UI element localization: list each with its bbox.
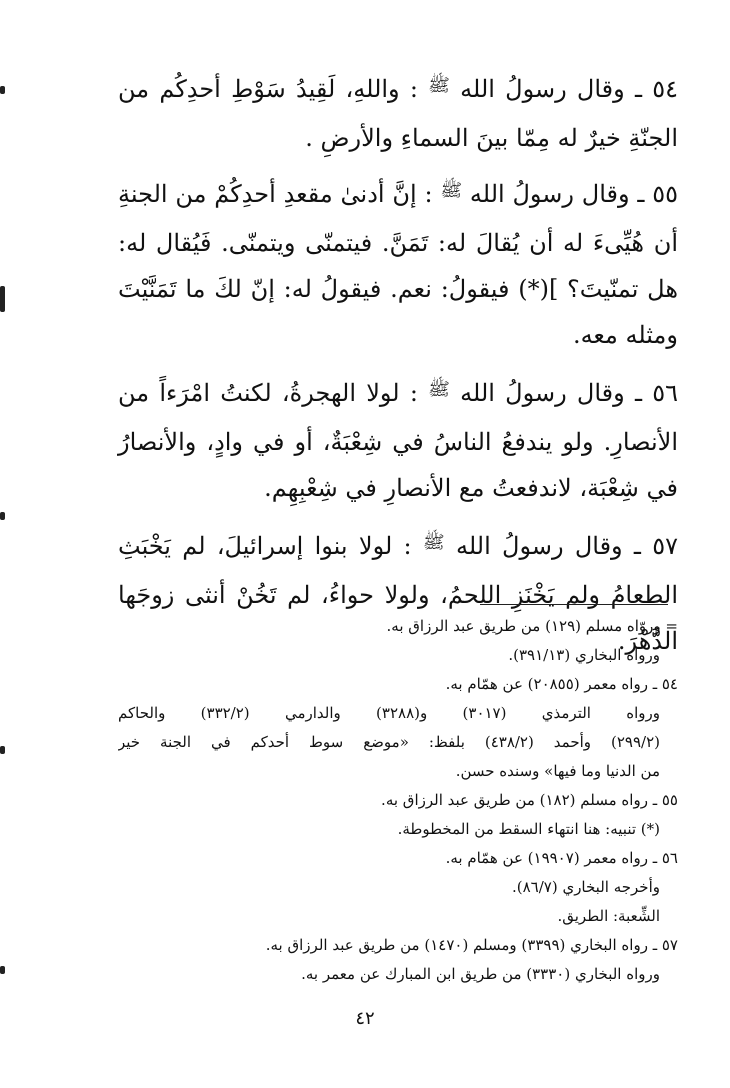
footnote-line: (*) تنبيه: هنا انتهاء السقط من المخطوطة.: [397, 820, 660, 838]
footnote-line: ورواه البخاري (٣٩١/١٣).: [508, 646, 660, 664]
salawat-glyph: ﷺ: [422, 532, 445, 553]
edge-mark: [0, 86, 5, 94]
hadith-56-intro: ٥٦ ـ وقال رسولُ الله: [449, 379, 678, 407]
edge-mark: [0, 966, 5, 974]
edge-mark: [0, 286, 5, 312]
footnote-line: ٥٤ ـ رواه معمر (٢٠٨٥٥) عن همّام به.: [445, 675, 678, 693]
hadith-55-intro: ٥٥ ـ وقال رسولُ الله: [462, 180, 678, 208]
hadith-57-text: : لولا بنوا إسرائيلَ، لم يَخْبَثِ الطعامُ ولم يَخْنَزِ اللحمُ، ولولا حواءُ، لم تَخُنْ أنثى زوجَها الدَّهْرَ.: [118, 532, 678, 655]
hadith-56-text: : لولا الهجرةُ، لكنتُ امْرَءاً من الأنصارِ. ولو يندفعُ الناسُ في شِعْبَةٌ، أو في وادٍ، والأنصارُ في شِعْبَة، لاندفعتُ مع الأنصارِ في شِعْبِهِم.: [118, 379, 678, 502]
hadith-55: [118, 171, 678, 358]
footnote-line: ٥٥ ـ رواه مسلم (١٨٢) من طريق عبد الرزاق به.: [381, 791, 678, 809]
hadith-54-intro: ٥٤ ـ وقال رسولُ الله: [449, 75, 678, 103]
edge-mark: [0, 512, 5, 520]
hadith-55-text: : إنَّ أدنىٰ مقعدِ أحدِكُمْ من الجنةِ أن هُيِّىءَ له أن يُقالَ له: تَمَنَّ. فيتمنّى ويتمنّى. فَيُقال له: هل تمنّيتَ؟ ](*) فيقولُ: نعم. فيقولُ له: إنّ لكَ ما تَمَنَّيْتَ ومثله معه.: [118, 180, 678, 349]
page-number: ٤٢: [355, 1008, 375, 1029]
footnote-separator: [480, 604, 668, 605]
hadith-56: [118, 370, 678, 511]
hadith-54-text: : واللهِ، لَقِيدُ سَوْطِ أحدِكُم من الجنّةِ خيرٌ له مِمّا بينَ السماءِ والأرضِ .: [118, 75, 678, 152]
hadith-54: [118, 66, 678, 161]
footnote-line: وأخرجه البخاري (٨٦/٧).: [511, 878, 660, 896]
footnote-line: (٢٩٩/٢) وأحمد (٤٣٨/٢) بلفظ: «موضع سوط أحدكم في الجنة خير: [118, 733, 660, 751]
footnote-line: من الدنيا وما فيها» وسنده حسن.: [455, 762, 660, 780]
footnote-line: ٥٧ ـ رواه البخاري (٣٣٩٩) ومسلم (١٤٧٠) من طريق عبد الرزاق به.: [265, 936, 678, 954]
footnotes: [118, 612, 678, 989]
footnote-line: ٥٦ ـ رواه معمر (١٩٩٠٧) عن همّام به.: [445, 849, 678, 867]
hadith-57-intro: ٥٧ ـ وقال رسولُ الله: [444, 532, 678, 560]
salawat-glyph: ﷺ: [428, 75, 450, 96]
salawat-glyph: ﷺ: [440, 180, 463, 201]
footnote-line: ورواه الترمذي (٣٠١٧) و(٣٢٨٨) والدارمي (٣٣٢/٢) والحاكم: [118, 704, 661, 722]
footnote-line: = وروّاه مسلم (١٢٩) من طريق عبد الرزاق به.: [386, 617, 678, 635]
footnote-line: الشِّعبة: الطريق.: [557, 907, 660, 925]
footnote-line: ورواه البخاري (٣٣٣٠) من طريق ابن المبارك عن معمر به.: [301, 965, 660, 983]
edge-mark: [0, 746, 5, 754]
main-text: [118, 66, 678, 678]
salawat-glyph: ﷺ: [428, 379, 450, 400]
